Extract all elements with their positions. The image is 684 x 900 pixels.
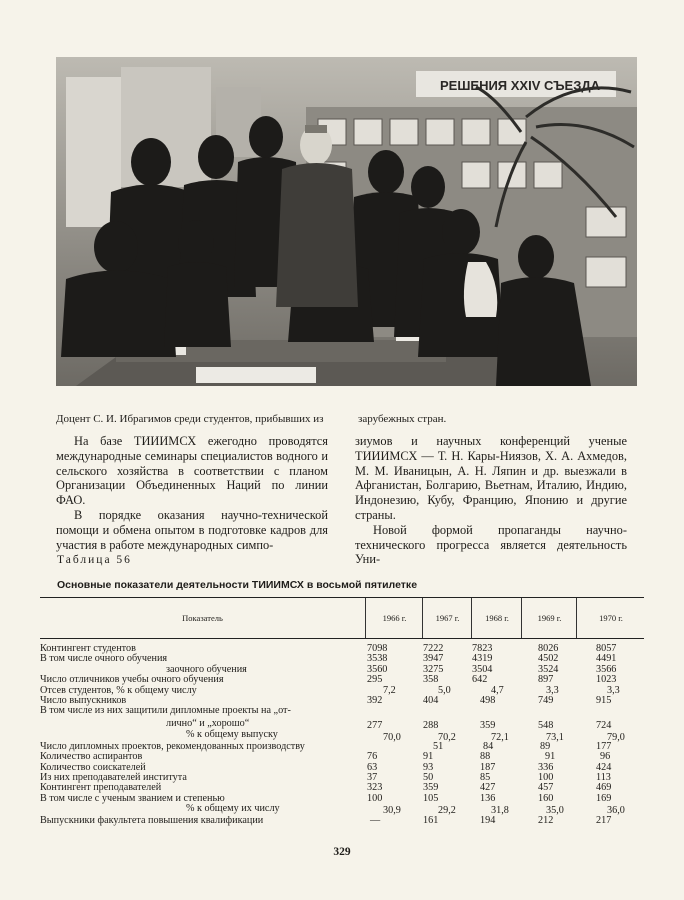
cell: 36,0 — [607, 805, 625, 817]
paragraph: На базе ТИИИМСХ ежегодно проводятся международные семинары специалистов водного и сельского хозяйства в соответствии с планом Организации Объединенных Наций по линии ФАО. — [56, 434, 328, 508]
cell: 79,0 — [607, 731, 625, 743]
row-label: Количество аспирантов — [40, 751, 143, 763]
caption-part-1: Доцент С. И. Ибрагимов среди студентов, прибывших из — [56, 413, 324, 425]
cell: 3566 — [596, 663, 617, 675]
page-number: 329 — [333, 846, 351, 858]
cell: 7222 — [423, 643, 444, 654]
cell: 160 — [538, 792, 554, 804]
cell: 217 — [596, 815, 612, 827]
cell: 427 — [480, 782, 496, 794]
cell: 113 — [596, 771, 611, 783]
table-row — [40, 706, 644, 716]
cell: 91 — [545, 751, 556, 763]
cell: 3504 — [472, 663, 493, 675]
row-label: Из них преподавателей института — [40, 771, 187, 783]
cell: 100 — [538, 771, 554, 783]
svg-text:РЕШЕНИЯ XXIV СЪЕЗДА: РЕШЕНИЯ XXIV СЪЕЗДА — [440, 78, 600, 93]
cell: 100 — [367, 792, 383, 804]
paragraph: Новой формой пропаганды научно-технического прогресса является деятельность Уни- — [355, 522, 627, 567]
table-row — [40, 730, 644, 742]
cell: 8026 — [538, 643, 559, 654]
table-title: Основные показатели деятельности ТИИИМСХ в восьмой пятилетке — [57, 579, 418, 591]
cell: 93 — [423, 761, 434, 773]
cell: 4,7 — [491, 684, 504, 696]
cell: 72,1 — [491, 731, 509, 743]
cell: 915 — [596, 694, 612, 706]
cell: 76 — [367, 751, 378, 763]
body-column-left — [56, 434, 328, 552]
cell: — — [370, 815, 381, 827]
row-label: В том числе очного обучения — [40, 653, 168, 665]
cell: 85 — [480, 771, 491, 783]
cell: 29,2 — [438, 805, 456, 817]
cell: 96 — [600, 751, 611, 763]
cell: 359 — [423, 782, 439, 794]
cell: 51 — [433, 740, 444, 752]
cell: 359 — [480, 719, 496, 731]
cell: 1023 — [596, 674, 617, 686]
photo-caption — [56, 413, 646, 425]
cell: 358 — [423, 674, 439, 686]
cell: 7,2 — [383, 684, 396, 696]
table-row — [40, 794, 644, 804]
cell: 277 — [367, 719, 383, 731]
row-label: Выпускники факультета повышения квалификации — [40, 815, 264, 827]
cell: 5,0 — [438, 684, 451, 696]
cell: 4502 — [538, 653, 559, 665]
table-body — [40, 644, 644, 826]
cell: 404 — [423, 694, 439, 706]
cell: 84 — [483, 740, 494, 752]
table-header — [40, 597, 644, 639]
body-column-right — [355, 434, 627, 567]
row-label: % к общему их числу — [186, 803, 280, 815]
cell: 469 — [596, 782, 612, 794]
header-cell: 1966 г. — [365, 598, 423, 638]
cell: 70,2 — [438, 731, 456, 743]
paragraph: В порядке оказания научно-технической помощи и обмена опытом в подготовке кадров для участия в работе международных симпо- — [56, 507, 328, 552]
row-label: Число отличников учебы очного обучения — [40, 674, 224, 686]
cell: 89 — [540, 740, 551, 752]
cell: 194 — [480, 815, 496, 827]
cell: 91 — [423, 751, 434, 763]
table-row — [40, 752, 644, 762]
cell: 177 — [596, 740, 612, 752]
banner — [416, 71, 616, 97]
students-photo — [56, 57, 637, 386]
cell: 35,0 — [546, 805, 564, 817]
cell: 295 — [367, 674, 383, 686]
row-label: Число выпускников — [40, 694, 127, 706]
cell: 63 — [367, 761, 378, 773]
cell: 7098 — [367, 643, 388, 654]
cell: 30,9 — [383, 805, 401, 817]
cell: 136 — [480, 792, 496, 804]
cell: 3947 — [423, 653, 444, 665]
cell: 3538 — [367, 653, 388, 665]
cell: 4319 — [472, 653, 493, 665]
table-row — [40, 686, 644, 696]
cell: 73,1 — [546, 731, 564, 743]
cell: 3275 — [423, 663, 444, 675]
cell: 548 — [538, 719, 554, 731]
cell: 105 — [423, 792, 439, 804]
cell: 169 — [596, 792, 612, 804]
cell: 8057 — [596, 643, 617, 654]
row-label: лично“ и „хорошо“ — [166, 717, 250, 729]
cell: 749 — [538, 694, 554, 706]
row-label: В том числе с ученым званием и степенью — [40, 792, 225, 804]
cell: 498 — [480, 694, 496, 706]
row-label: Отсев студентов, % к общему числу — [40, 684, 197, 696]
cell: 31,8 — [491, 805, 509, 817]
cell: 323 — [367, 782, 383, 794]
cell: 724 — [596, 719, 612, 731]
row-label: Контингент преподавателей — [40, 782, 162, 794]
cell: 288 — [423, 719, 439, 731]
cell: 70,0 — [383, 731, 401, 743]
cell: 7823 — [472, 643, 493, 654]
cell: 212 — [538, 815, 554, 827]
header-cell: 1970 г. — [576, 598, 645, 638]
cell: 3,3 — [546, 684, 559, 696]
header-cell: 1967 г. — [422, 598, 472, 638]
table-row — [40, 675, 644, 685]
cell: 897 — [538, 674, 554, 686]
paragraph: зиумов и научных конференций ученые ТИИИМСХ — Т. Н. Кары-Ниязов, Х. А. Ахмедов, М. М. Иваницын, А. Н. Ляпин и др. выезжали в Афганистан, Болгарию, Вьетнам, Италию, Индию, Индонезию, Кубу, Францию, Японию и другие страны. — [355, 434, 627, 522]
table-row — [40, 717, 644, 730]
cell: 457 — [538, 782, 554, 794]
row-label: Число дипломных проектов, рекомендованных производству — [40, 740, 305, 752]
table-row — [40, 816, 644, 826]
header-cell: 1968 г. — [471, 598, 522, 638]
cell: 642 — [472, 674, 488, 686]
cell: 88 — [480, 751, 491, 763]
row-label: В том числе из них защитили дипломные проекты на „от- — [40, 705, 291, 717]
cell: 37 — [367, 771, 378, 783]
cell: 161 — [423, 815, 439, 827]
cell: 187 — [480, 761, 496, 773]
cell: 392 — [367, 694, 383, 706]
row-label: заочного обучения — [166, 663, 247, 675]
row-label: % к общему выпуску — [186, 728, 278, 740]
cell: 3560 — [367, 663, 388, 675]
cell: 424 — [596, 761, 612, 773]
row-label: Количество соискателей — [40, 761, 146, 773]
row-label: Контингент студентов — [40, 643, 136, 654]
cell: 3,3 — [607, 684, 620, 696]
table-number: Таблица 56 — [57, 554, 132, 566]
header-cell: Показатель — [182, 613, 223, 623]
header-cell: 1969 г. — [521, 598, 577, 638]
cell: 336 — [538, 761, 554, 773]
photo-scene — [56, 57, 637, 386]
cell: 3524 — [538, 663, 559, 675]
cell: 50 — [423, 771, 434, 783]
caption-part-2: зарубежных стран. — [358, 413, 447, 425]
cell: 4491 — [596, 653, 617, 665]
